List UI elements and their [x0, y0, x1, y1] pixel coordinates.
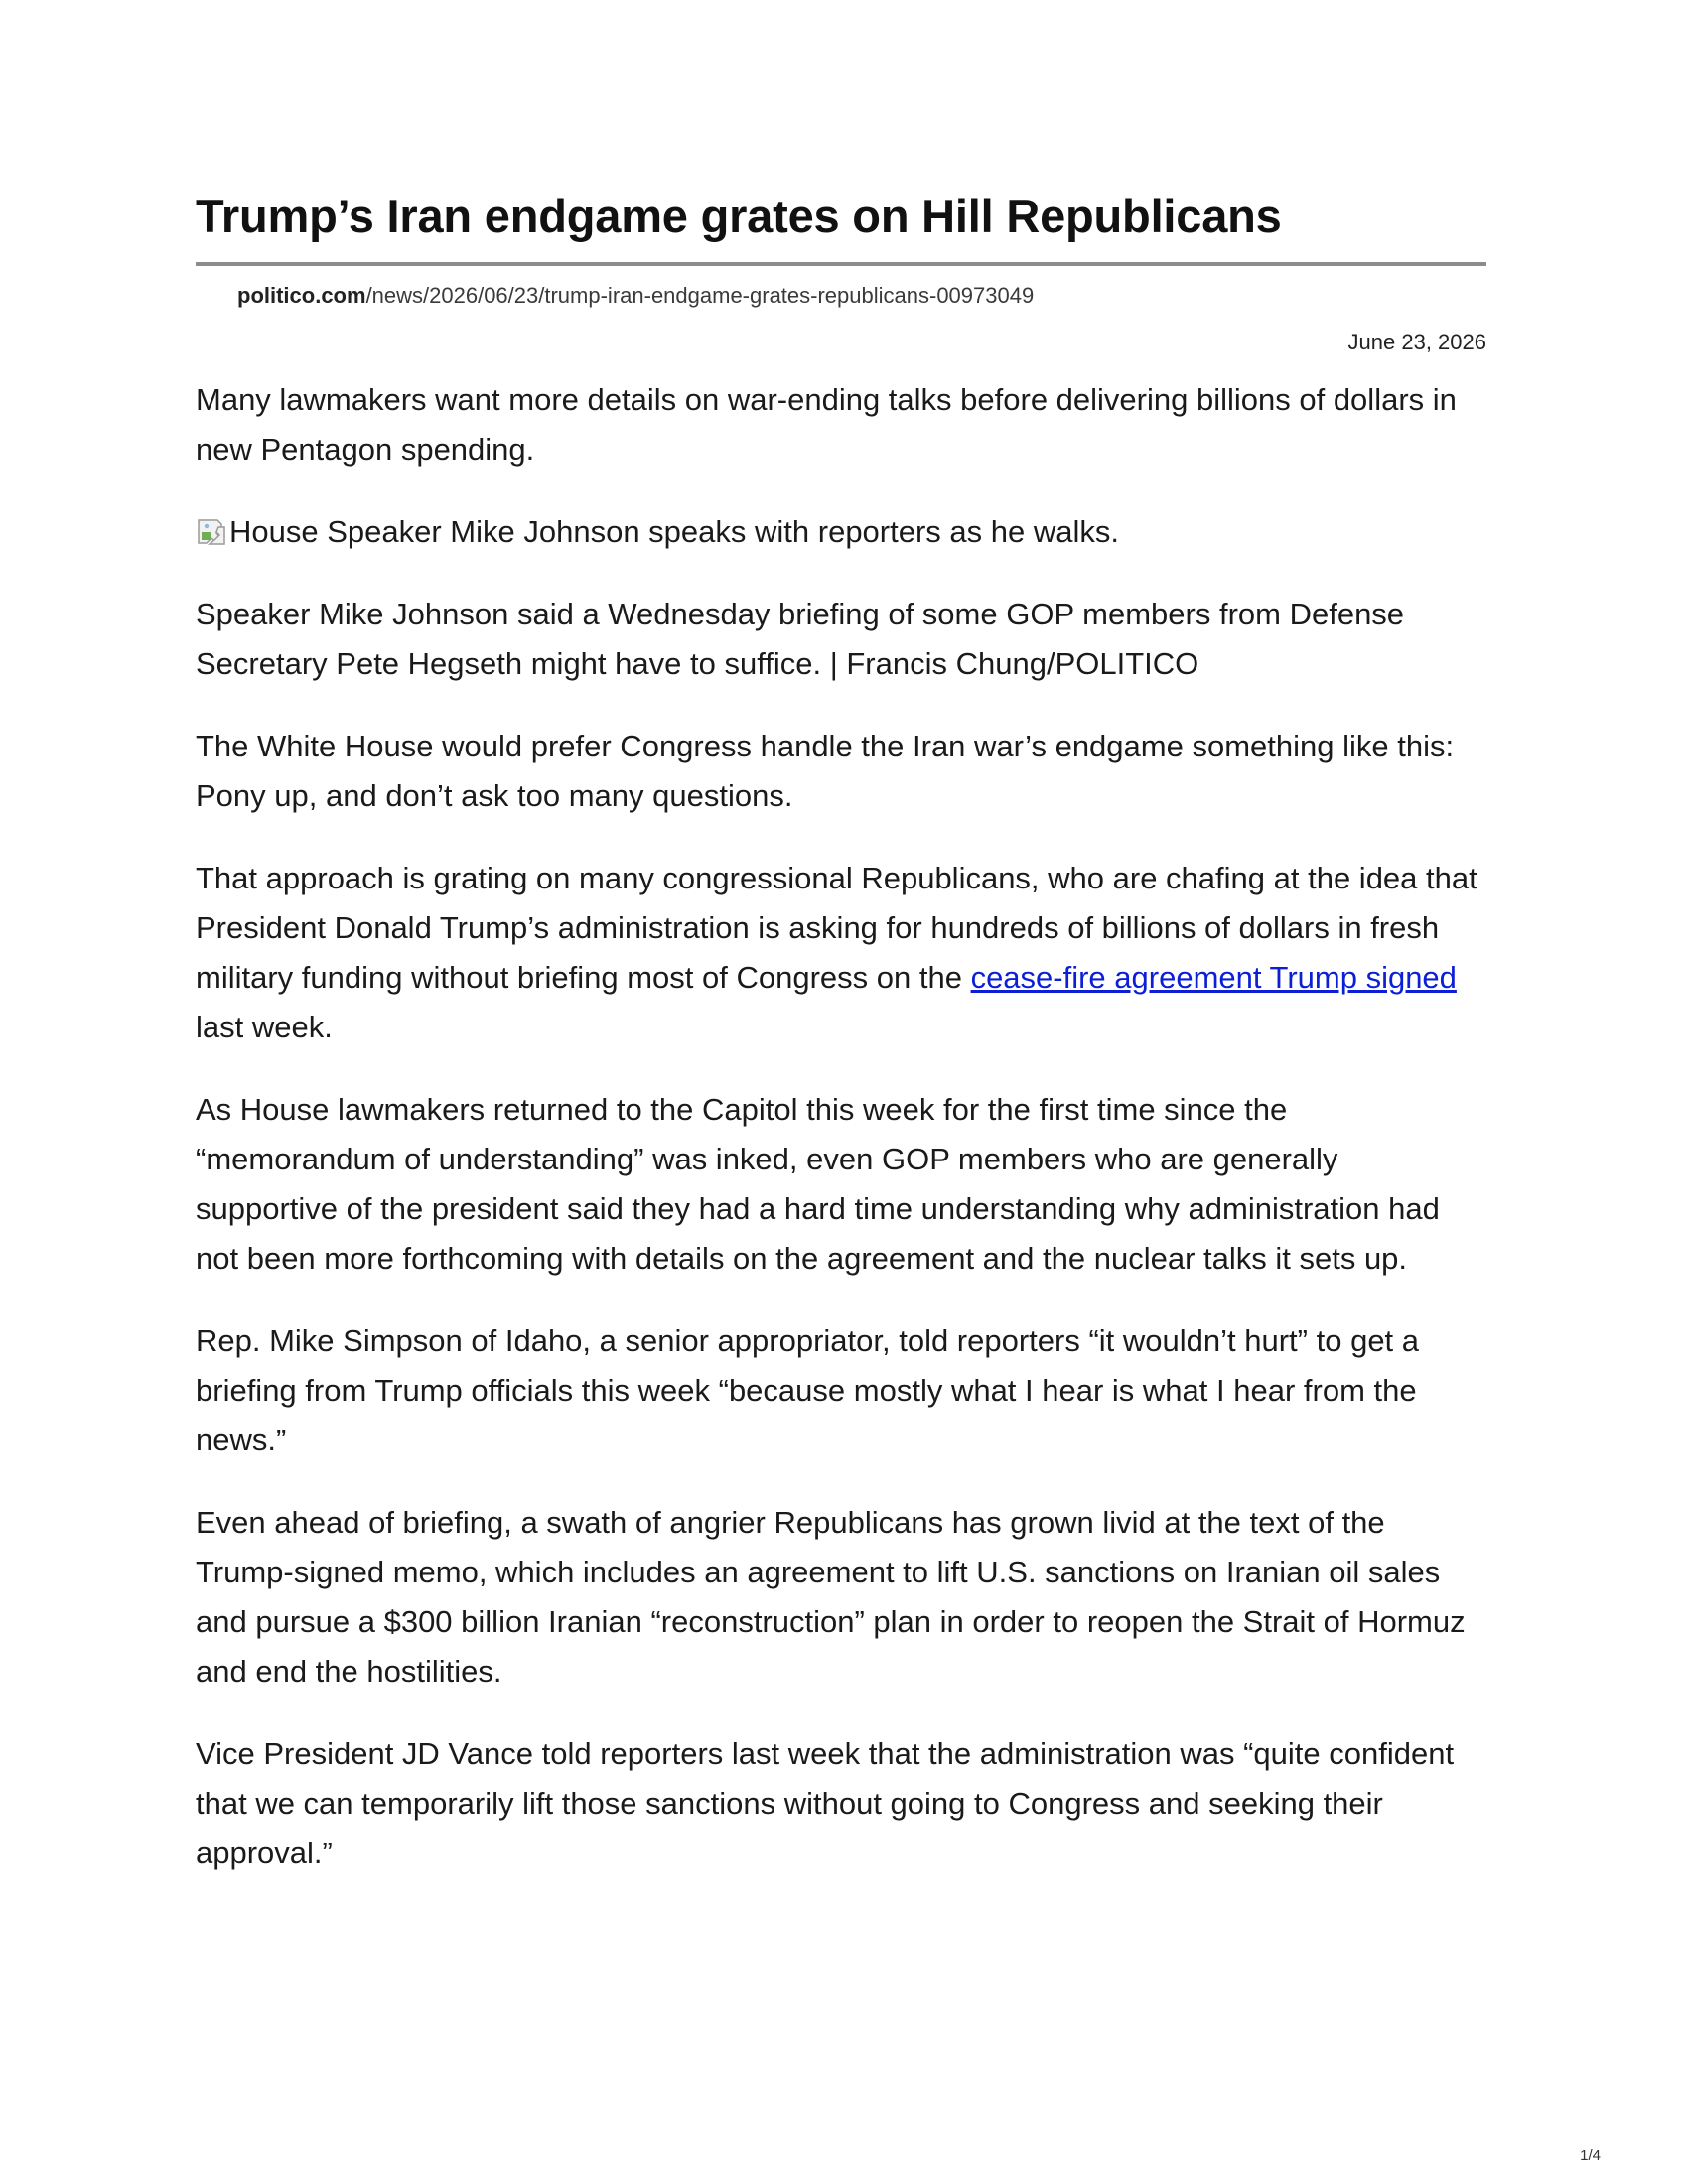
source-domain: politico.com [237, 283, 366, 309]
source-url [237, 283, 1486, 309]
cease-fire-agreement-link[interactable]: cease-fire agreement Trump signed [970, 960, 1457, 996]
article-date: June 23, 2026 [1347, 329, 1486, 354]
paragraph-3: As House lawmakers returned to the Capitol this week for the first time since the “memorandum of understanding” was inked, even GOP members who are generally supportive of the president said they had a hard time understanding why administration had not been more forthcoming with details on the agreement and the nuclear talks it sets up. [196, 1092, 1440, 1277]
paragraph-1: The White House would prefer Congress handle the Iran war’s endgame something like this: Pony up, and don’t ask too many questions. [196, 729, 1455, 814]
source-path: /news/2026/06/23/trump-iran-endgame-grates-republicans-00973049 [365, 283, 1035, 309]
paragraph-2-text-after: last week. [196, 1010, 333, 1045]
page-number: 1/4 [1580, 2147, 1601, 2164]
paragraph-4: Rep. Mike Simpson of Idaho, a senior appropriator, told reporters “it wouldn’t hurt” to get a briefing from Trump officials this week “because mostly what I hear is what I hear from the news.” [196, 1323, 1420, 1458]
article-body [196, 375, 1486, 1878]
paragraph-5: Even ahead of briefing, a swath of angrier Republicans has grown livid at the text of the Trump-signed memo, which includes an agreement to lift U.S. sanctions on Iranian oil sales and pursue a $300 billion Iranian “reconstruction” plan in order to reopen the Strait of Hormuz and end the hostilities. [196, 1505, 1466, 1690]
title-divider [196, 262, 1486, 266]
article-page [196, 189, 1486, 1911]
broken-image-icon [196, 516, 227, 548]
paragraph-2 [196, 854, 1486, 1052]
image-alt-text: House Speaker Mike Johnson speaks with reporters as he walks. [229, 514, 1119, 550]
article-image [196, 507, 1486, 557]
paragraph-2-text-before: That approach is grating on many congressional Republicans, who are chafing at the idea that President Donald Trump’s administration is asking for hundreds of billions of dollars in fresh military funding without briefing most of Congress on the [196, 861, 1477, 996]
image-caption: Speaker Mike Johnson said a Wednesday briefing of some GOP members from Defense Secretary Pete Hegseth might have to suffice. | Francis Chung/POLITICO [196, 597, 1405, 682]
article-dek: Many lawmakers want more details on war-ending talks before delivering billions of dollars in new Pentagon spending. [196, 382, 1457, 468]
article-title: Trump’s Iran endgame grates on Hill Republicans [196, 190, 1282, 242]
paragraph-6: Vice President JD Vance told reporters last week that the administration was “quite confident that we can temporarily lift those sanctions without going to Congress and seeking their approval.” [196, 1736, 1455, 1871]
